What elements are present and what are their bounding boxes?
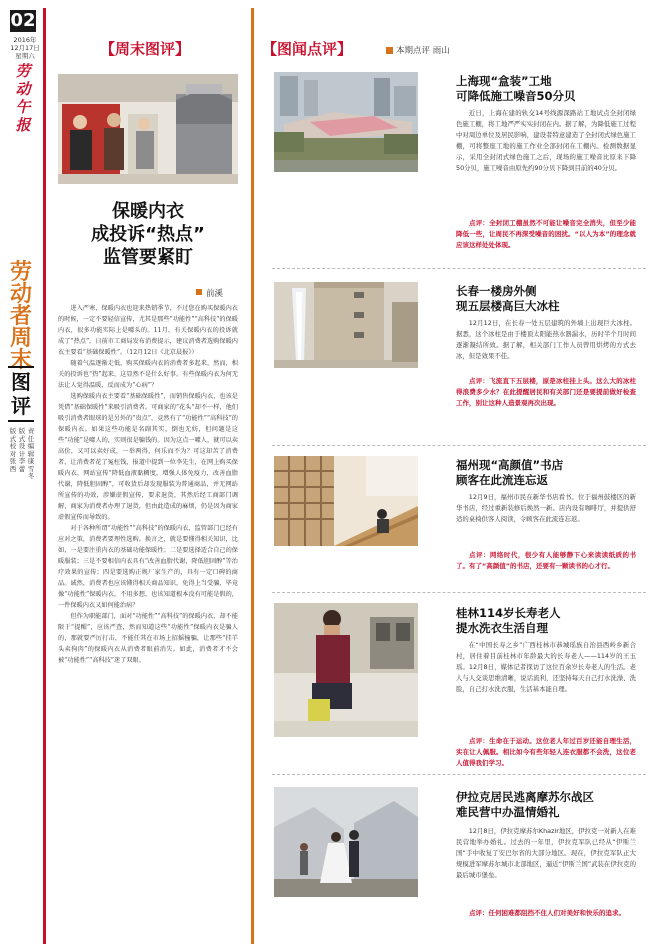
news-item-body — [456, 318, 636, 362]
news-photo-elderly-woman — [274, 603, 418, 737]
section-header-weekend-review: 【周末图评】 — [100, 40, 191, 58]
comment-text: 点评：生命在于运动。这位老人年过百岁还能自理生活，实在让人佩服。相比如今有些年轻人连衣服都不会洗，这位老人值得我们学习。 — [456, 737, 636, 767]
title-line: 提水洗衣生活自理 — [456, 621, 548, 635]
title-line: 长春一楼房外侧 — [456, 284, 537, 298]
credits-label: 版 式 设 计 李 蕾 — [18, 427, 26, 473]
byline-marker — [196, 289, 202, 295]
title-line: 难民营中办温情婚礼 — [456, 805, 560, 819]
newspaper-logo: 劳 动 午 报 — [15, 62, 31, 134]
title-line: 福州现“高颜值”书店 — [456, 458, 564, 472]
news-item-title — [456, 284, 646, 314]
comment-text: 点评：任何困难都阻挡不住人们对美好和快乐的追求。 — [469, 909, 625, 917]
page-number: 02 — [10, 10, 36, 31]
item-separator — [272, 592, 646, 593]
title-line: 顾客在此流连忘返 — [456, 473, 548, 487]
article-paragraph: 进入严寒，保暖内衣也迎来热销季节，不过您在购买保暖内衣的时候，一定不要轻信宣传，尤其是那些“功能性”“高科技”的保暖内衣，很多功能实际上是噱头的。11月，有关保暖内衣的投诉就成了“热点”。日前市工商局发布消费提示，建议消费者选购保暖内衣主要看“基础保暖性”。（12月12日《北京晨报》） — [58, 305, 238, 356]
credits-label: 责 任 编 辑 康 雪 冬 — [27, 427, 35, 480]
body-text: 在“中国长寿之乡”广西桂林市恭城瑶族自治县西岭乡新合村，居住着目前桂林市年龄最大的长寿老人——114岁的王玉瑶。12月8日，媒体记者探访了这位百余岁长寿老人的生活。老人与人交谈思维清晰，说话流利，还坚持每天自己打水洗澡、洗脸，自己打水洗衣服，生活基本能自理。 — [456, 641, 636, 693]
credits-label: 版 式 校 对 张 西 — [9, 427, 17, 473]
reviewer-label: 本期点评 — [396, 46, 431, 56]
headline-line: 保暖内衣 — [112, 201, 184, 222]
body-text: 近日，上海在建的轨交14号线源深路站工地试点全封闭绿色施工棚，将工地严严实实封闭在内。据了解，为降低施工过程中对周边单位及居民影响，建设者特意建造了全封闭式绿色施工棚，可将整座工地的施工作业全部封闭在工棚内。检测数据显示，采用全封闭式绿色施工之后，现场的施工噪音比原来下降50分贝，施工噪音由原先约90分贝下降到目前的40分贝。 — [456, 109, 636, 172]
news-item-body — [456, 492, 636, 525]
reviewer-line — [386, 44, 450, 56]
news-item-comment — [456, 218, 636, 251]
article-body — [58, 303, 238, 666]
body-text: 12月12日，在长春一处五层建筑的外墙上出现巨大冰柱。据悉，这个冰柱是由于楼顶太阳能热水器漏水，历时半个月时间逐渐凝结所致。据了解，相关部门工作人员曾用烘烤的方式去冰，但是效果不佳。 — [456, 319, 636, 360]
item-separator — [272, 268, 646, 269]
article-paragraph: 选购保暖内衣主要看“基础保暖性”，而销售保暖内衣，也该是凭借“基础保暖性”来吸引消费者。可商家的“花头”却不一样，他们吸引消费者眼球的是另外的“贵点”，竞然有了“功能性”“高科技”的保暖内衣。如果这些功能是名副其实，倒也无妨，但问题是这些“功能”是噱人的，实则很是骗钱的。因为这点一噱人，就可以卖高价，又可以卖好成，一举两得，何乐而不为？可这却苦了消费者，让消费者花了冤枉钱，报道中提到一位李先生，在网上购买保暖内衣，网站宣传“降低血液黏稠度，增强人体免疫力，改善血脂代谢，降低胆固醇”，可收货后却发现服装为普通商品，并无网站所宣传的功效，涉嫌虚假宣传，要求退货，其然后经工商部门调解，商家为消费者办理了退货，但由此造成的麻烦，仍是因为商家虚假宣传而导致的。 — [58, 393, 238, 521]
body-text: 12月9日，福州市民在新华书店看书。位于福州鼓楼区的新华书店，经过重新装修后焕然一新。店内设有咖啡厅，并提供舒适的桌椅供客人阅读，令顾客在此流连忘返。 — [456, 493, 636, 523]
byline: 前溪 — [206, 289, 224, 299]
date-day: 12月17日 — [10, 44, 40, 52]
column-name: 图 评 — [8, 366, 34, 422]
news-item-body — [456, 826, 636, 881]
headline-line: 成投诉“热点” — [91, 224, 205, 245]
item-separator — [272, 774, 646, 775]
article-paragraph: 但作为职能部门，面对“功能性”“高科技”的保暖内衣，却不能限于“提醒”，应该严查，然而知道这些“功能性”保暖内衣是骗人的，那就要严厉打击，不能任其在市场上招摇撞骗，让那些“挂羊头卖狗肉”的保暖内衣从消费者眼前消失。如此，消费者才不会被“功能性”“高科技”迷了双眼。 — [58, 613, 238, 664]
comment-text: 点评：飞流直下五层楼，原是冰柱挂上头。这么大的冰柱得浪费多少水？在此提醒居民和有关部门还是要提前做好检查工作，别让这种人造景观再次出现。 — [456, 377, 636, 407]
news-item-title — [456, 606, 646, 636]
comment-text: 点评：全封闭工棚虽然不可能让噪音完全消失，但至少能降低一些，让周民不再深受噪音的困扰。“以人为本”的理念就应该这样处处体现。 — [456, 219, 636, 249]
news-photo-icicle — [274, 282, 418, 368]
article-paragraph: 随着气温逐渐走低，购买保暖内衣的消费者多起来，然而，相关的投诉也“热”起来，这显然不是什么好事。有些保暖内衣为何无法让人觉得温暖，反而成为“心病”？ — [58, 360, 238, 389]
reviewer-marker — [386, 47, 393, 54]
news-item-comment — [456, 908, 636, 919]
comment-text: 点评：网络时代，很少有人能够静下心来读读纸质的书了。有了“高颜值”的书店，还要有一颗读书的心才行。 — [456, 551, 636, 570]
headline-line: 监管要紧盯 — [103, 247, 193, 268]
body-text: 12月8日，伊拉克摩苏尔Khazir地区，伊拉克一对新人在难民营地举办婚礼。过去的一年里，伊拉克军队已经从“伊斯兰国”手中收复了安巴尔省的大部分地区。现在，伊拉克军队正大规模进军摩苏尔城市北部地区，逼近“伊斯兰国”武装在伊拉克的最后城市堡垒。 — [456, 827, 636, 879]
news-item-title — [456, 74, 646, 104]
news-item-title — [456, 790, 646, 820]
date-year: 2016年 — [13, 36, 37, 44]
news-item-body — [456, 108, 636, 174]
article-paragraph: 对于各种所谓“功能性”“高科技”的保暖内衣，监管部门已经有应对之策，消费者要理性选购。换言之，就是要懂得相关知识，比如，一是要注重内衣的基础功能保暖性；二是要选择适合自己的保暖服装；三是不要相信内衣具有“改善血脂代谢，降低胆固醇”等治疗效果的宣传；四是要选购正规厂家生产的，具有一定口碑的商品。诚然，消费者也应该懂得相关商品知识，免得上当受骗，毕竟像“功能性”保暖内衣，不用多想，也该知道根本没有可能是假的，一件保暖内衣又如何能治病？ — [58, 525, 238, 609]
article-headline — [58, 200, 238, 269]
news-photo-refugee-wedding — [274, 787, 418, 897]
title-line: 现五层楼高巨大冰柱 — [456, 299, 560, 313]
title-line: 伊拉克居民逃离摩苏尔战区 — [456, 790, 594, 804]
reviewer-name: 雨山 — [432, 46, 450, 56]
section-title: 劳 动 者 周 末 — [9, 260, 32, 373]
column-divider — [251, 8, 254, 944]
date-weekday: 星期六 — [15, 52, 35, 60]
title-line: 桂林114岁长寿老人 — [456, 606, 561, 620]
news-item-comment — [456, 736, 636, 769]
section-header-photo-news: 【图闻点评】 — [262, 40, 353, 58]
news-item-title — [456, 458, 646, 488]
title-line: 可降低施工噪音50分贝 — [456, 89, 576, 103]
article-photo-thermal-underwear — [58, 74, 238, 184]
news-photo-bookstore — [274, 456, 418, 546]
title-line: 上海现“盒装”工地 — [456, 74, 552, 88]
news-item-comment — [456, 550, 636, 572]
news-item-body — [456, 640, 636, 695]
news-item-comment — [456, 376, 636, 409]
item-separator — [272, 445, 646, 446]
column-divider — [43, 8, 46, 944]
news-photo-construction-site — [274, 72, 418, 172]
